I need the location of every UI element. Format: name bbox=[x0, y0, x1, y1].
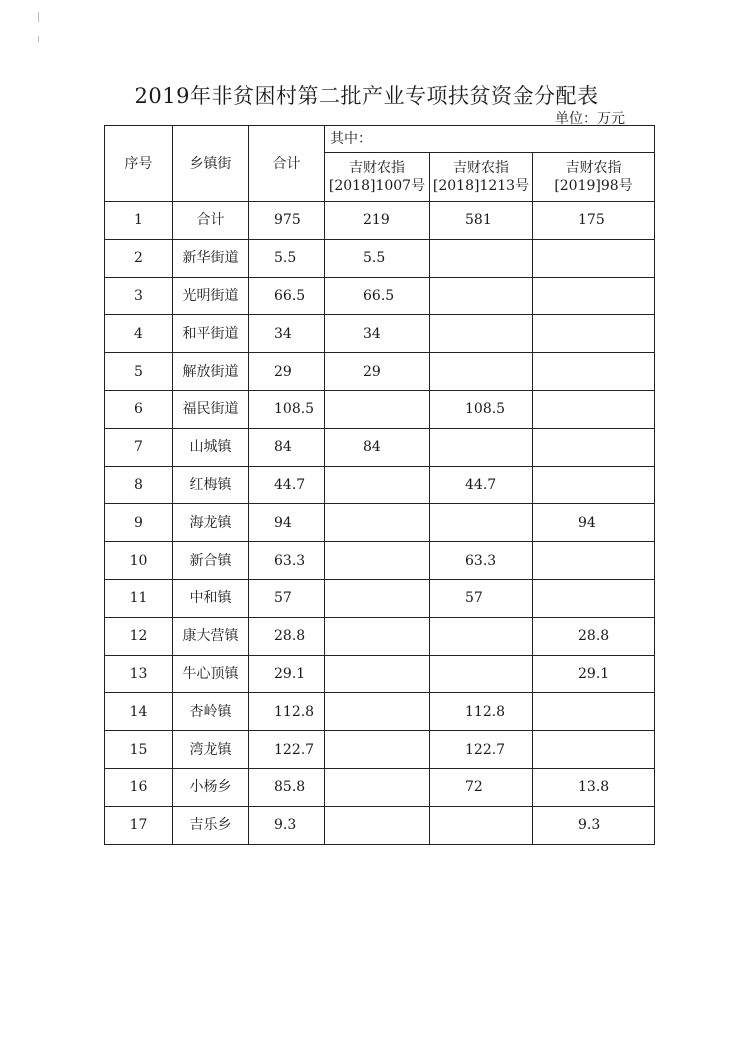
row-index-cell: 15 bbox=[105, 731, 173, 769]
row-doc2-cell bbox=[430, 353, 533, 391]
table-row bbox=[105, 466, 655, 504]
header-of-which: 其中： bbox=[325, 126, 655, 153]
row-doc2-cell bbox=[430, 277, 533, 315]
row-doc2-cell: 122.7 bbox=[430, 731, 533, 769]
table-row bbox=[105, 579, 655, 617]
row-doc3-cell bbox=[533, 466, 655, 504]
row-town-cell: 解放街道 bbox=[173, 353, 249, 391]
table-row bbox=[105, 806, 655, 844]
row-doc2-cell bbox=[430, 504, 533, 542]
row-doc1-cell: 34 bbox=[325, 315, 430, 353]
row-doc3-cell: 175 bbox=[533, 202, 655, 240]
row-town-cell: 康大营镇 bbox=[173, 617, 249, 655]
row-town-cell: 吉乐乡 bbox=[173, 806, 249, 844]
table-row bbox=[105, 239, 655, 277]
row-total-cell: 108.5 bbox=[249, 390, 325, 428]
row-doc3-cell: 29.1 bbox=[533, 655, 655, 693]
table-row bbox=[105, 428, 655, 466]
row-doc2-cell: 581 bbox=[430, 202, 533, 240]
row-doc2-cell: 63.3 bbox=[430, 542, 533, 580]
row-total-cell: 44.7 bbox=[249, 466, 325, 504]
row-doc2-cell bbox=[430, 655, 533, 693]
row-index-cell: 16 bbox=[105, 768, 173, 806]
table-row bbox=[105, 542, 655, 580]
scan-artifact-mark bbox=[38, 12, 39, 22]
row-total-cell: 85.8 bbox=[249, 768, 325, 806]
table-row bbox=[105, 768, 655, 806]
row-total-cell: 5.5 bbox=[249, 239, 325, 277]
row-town-cell: 山城镇 bbox=[173, 428, 249, 466]
row-index-cell: 17 bbox=[105, 806, 173, 844]
row-doc1-cell bbox=[325, 504, 430, 542]
row-town-cell: 牛心顶镇 bbox=[173, 655, 249, 693]
row-town-cell: 海龙镇 bbox=[173, 504, 249, 542]
row-town-cell: 红梅镇 bbox=[173, 466, 249, 504]
row-doc3-cell bbox=[533, 315, 655, 353]
document-title: 2019年非贫困村第二批产业专项扶贫资金分配表 bbox=[134, 84, 599, 108]
row-doc1-cell: 219 bbox=[325, 202, 430, 240]
row-doc2-cell: 108.5 bbox=[430, 390, 533, 428]
header-town: 乡镇街 bbox=[173, 126, 249, 202]
row-town-cell: 小杨乡 bbox=[173, 768, 249, 806]
row-total-cell: 84 bbox=[249, 428, 325, 466]
row-doc1-cell bbox=[325, 768, 430, 806]
row-doc2-cell: 44.7 bbox=[430, 466, 533, 504]
row-doc1-cell bbox=[325, 617, 430, 655]
row-doc1-cell bbox=[325, 542, 430, 580]
row-doc2-cell bbox=[430, 315, 533, 353]
header-doc3: 吉财农指 [2019]98号 bbox=[533, 153, 655, 202]
row-index-cell: 9 bbox=[105, 504, 173, 542]
row-doc3-cell bbox=[533, 428, 655, 466]
row-doc3-cell: 13.8 bbox=[533, 768, 655, 806]
row-doc1-cell: 5.5 bbox=[325, 239, 430, 277]
row-doc1-cell: 84 bbox=[325, 428, 430, 466]
header-doc2: 吉财农指 [2018]1213号 bbox=[430, 153, 533, 202]
table-row bbox=[105, 617, 655, 655]
row-total-cell: 112.8 bbox=[249, 693, 325, 731]
row-index-cell: 11 bbox=[105, 579, 173, 617]
row-index-cell: 5 bbox=[105, 353, 173, 391]
row-doc2-cell bbox=[430, 806, 533, 844]
table-row bbox=[105, 277, 655, 315]
table-row bbox=[105, 731, 655, 769]
row-doc3-cell bbox=[533, 277, 655, 315]
row-index-cell: 3 bbox=[105, 277, 173, 315]
row-total-cell: 66.5 bbox=[249, 277, 325, 315]
row-index-cell: 2 bbox=[105, 239, 173, 277]
row-total-cell: 975 bbox=[249, 202, 325, 240]
row-total-cell: 9.3 bbox=[249, 806, 325, 844]
row-doc2-cell: 112.8 bbox=[430, 693, 533, 731]
row-index-cell: 6 bbox=[105, 390, 173, 428]
table-row bbox=[105, 353, 655, 391]
row-total-cell: 122.7 bbox=[249, 731, 325, 769]
row-total-cell: 28.8 bbox=[249, 617, 325, 655]
row-doc2-cell bbox=[430, 239, 533, 277]
row-doc1-cell: 66.5 bbox=[325, 277, 430, 315]
row-doc3-cell bbox=[533, 731, 655, 769]
row-doc3-cell bbox=[533, 542, 655, 580]
row-doc3-cell bbox=[533, 390, 655, 428]
unit-label: 单位：万元 bbox=[555, 111, 625, 127]
row-index-cell: 1 bbox=[105, 202, 173, 240]
row-total-cell: 57 bbox=[249, 579, 325, 617]
row-doc3-cell bbox=[533, 353, 655, 391]
table-row bbox=[105, 315, 655, 353]
row-total-cell: 29.1 bbox=[249, 655, 325, 693]
row-index-cell: 14 bbox=[105, 693, 173, 731]
header-total: 合计 bbox=[249, 126, 325, 202]
row-doc1-cell bbox=[325, 806, 430, 844]
row-doc2-cell: 72 bbox=[430, 768, 533, 806]
row-total-cell: 94 bbox=[249, 504, 325, 542]
header-doc1: 吉财农指 [2018]1007号 bbox=[325, 153, 430, 202]
row-index-cell: 13 bbox=[105, 655, 173, 693]
table-row bbox=[105, 202, 655, 240]
table-row bbox=[105, 390, 655, 428]
row-total-cell: 29 bbox=[249, 353, 325, 391]
header-index: 序号 bbox=[105, 126, 173, 202]
row-town-cell: 杏岭镇 bbox=[173, 693, 249, 731]
row-index-cell: 7 bbox=[105, 428, 173, 466]
row-doc2-cell bbox=[430, 428, 533, 466]
table-row bbox=[105, 655, 655, 693]
row-doc1-cell bbox=[325, 579, 430, 617]
table-row bbox=[105, 693, 655, 731]
row-doc2-cell: 57 bbox=[430, 579, 533, 617]
row-town-cell: 福民街道 bbox=[173, 390, 249, 428]
row-index-cell: 12 bbox=[105, 617, 173, 655]
row-doc3-cell bbox=[533, 693, 655, 731]
row-doc3-cell: 9.3 bbox=[533, 806, 655, 844]
row-doc3-cell bbox=[533, 239, 655, 277]
row-town-cell: 中和镇 bbox=[173, 579, 249, 617]
row-town-cell: 新合镇 bbox=[173, 542, 249, 580]
row-doc1-cell bbox=[325, 731, 430, 769]
row-index-cell: 4 bbox=[105, 315, 173, 353]
row-total-cell: 34 bbox=[249, 315, 325, 353]
row-doc1-cell bbox=[325, 693, 430, 731]
header-row bbox=[105, 126, 655, 153]
row-doc1-cell: 29 bbox=[325, 353, 430, 391]
row-doc3-cell: 28.8 bbox=[533, 617, 655, 655]
row-town-cell: 新华街道 bbox=[173, 239, 249, 277]
row-town-cell: 合计 bbox=[173, 202, 249, 240]
allocation-table bbox=[104, 125, 655, 845]
row-doc1-cell bbox=[325, 655, 430, 693]
row-town-cell: 和平街道 bbox=[173, 315, 249, 353]
row-town-cell: 湾龙镇 bbox=[173, 731, 249, 769]
row-index-cell: 8 bbox=[105, 466, 173, 504]
table-row bbox=[105, 504, 655, 542]
scan-artifact-mark bbox=[38, 36, 39, 42]
row-doc1-cell bbox=[325, 390, 430, 428]
row-total-cell: 63.3 bbox=[249, 542, 325, 580]
row-doc3-cell bbox=[533, 579, 655, 617]
row-doc1-cell bbox=[325, 466, 430, 504]
row-doc2-cell bbox=[430, 617, 533, 655]
row-doc3-cell: 94 bbox=[533, 504, 655, 542]
row-town-cell: 光明街道 bbox=[173, 277, 249, 315]
row-index-cell: 10 bbox=[105, 542, 173, 580]
